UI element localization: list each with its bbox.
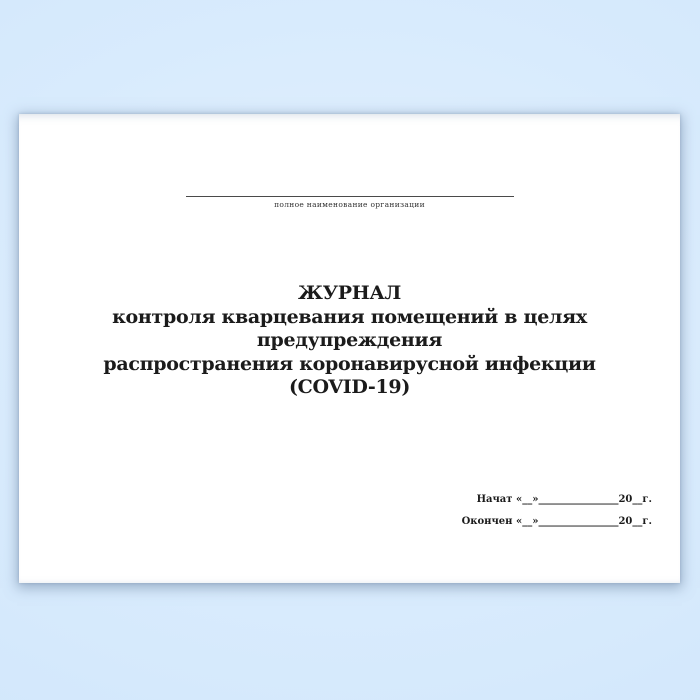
- journal-title-line-3: распространения коронавирусной инфекции: [103, 352, 596, 375]
- date-started-line: Начат «__»________________20__г.: [476, 494, 652, 505]
- organization-name-fill-line: [186, 196, 514, 197]
- organization-name-block: [19, 196, 680, 209]
- journal-title-line-4: (COVID-19): [288, 376, 411, 398]
- journal-dates-block: [462, 494, 652, 527]
- journal-title: [19, 282, 680, 400]
- journal-title-line-1: ЖУРНАЛ: [297, 282, 402, 304]
- date-finished-line: Окончен «__»________________20__г.: [461, 516, 652, 527]
- organization-name-caption: полное наименование организации: [274, 200, 425, 209]
- journal-title-line-2: контроля кварцевания помещений в целях предупреждения: [112, 305, 587, 351]
- journal-cover-page: [19, 114, 680, 583]
